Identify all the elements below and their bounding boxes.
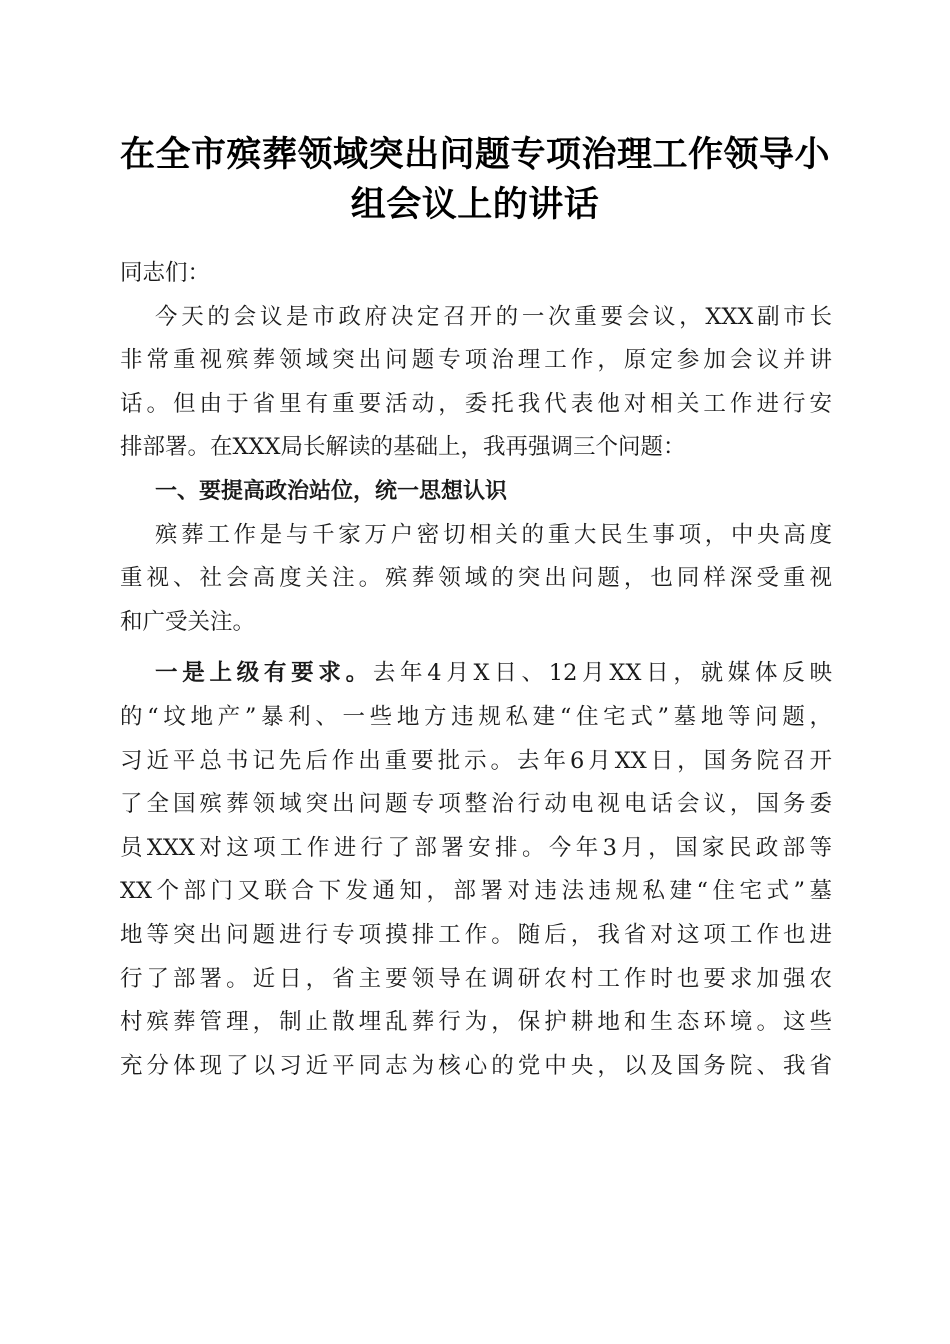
title-line-2: 组会议上的讲话: [350, 184, 600, 225]
paragraph-line: 了全国殡葬领域突出问题专项整治行动电视电话会议，国务委: [120, 791, 832, 818]
paragraph-line: 行了部署。近日，省主要领导在调研农村工作时也要求加强农: [120, 965, 832, 992]
paragraph-lead: 一是上级有要求。: [155, 660, 373, 687]
paragraph-line: 话。但由于省里有重要活动，委托我代表他对相关工作进行安: [120, 390, 832, 417]
paragraph-line: 村殡葬管理，制止散埋乱葬行为，保护耕地和生态环境。这些: [120, 1009, 832, 1036]
paragraph-text: 去年4月X日、12月XX日，就媒体反映: [372, 660, 832, 687]
salutation: 同志们：: [120, 260, 211, 286]
paragraph-line: 和广受关注。: [120, 608, 256, 635]
section-heading: 一、要提高政治站位，统一思想认识: [155, 478, 508, 504]
speech-title: [100, 130, 850, 230]
paragraph-line: 地等突出问题进行专项摸排工作。随后，我省对这项工作也进: [120, 921, 832, 948]
paragraph-line: 殡葬工作是与千家万户密切相关的重大民生事项，中央高度: [155, 521, 832, 548]
paragraph-line: 排部署。在XXX局长解读的基础上，我再强调三个问题：: [120, 434, 686, 461]
paragraph-line: 的“坟地产”暴利、一些地方违规私建“住宅式”墓地等问题，: [120, 703, 832, 730]
paragraph-line: 今天的会议是市政府决定召开的一次重要会议，XXX副市长: [155, 303, 832, 330]
paragraph-line: 习近平总书记先后作出重要批示。去年6月XX日，国务院召开: [120, 747, 832, 774]
paragraph-line: 员XXX对这项工作进行了部署安排。今年3月，国家民政部等: [120, 834, 832, 861]
speech-body: [120, 252, 832, 1088]
paragraph-line: [120, 652, 832, 696]
title-line-1: 在全市殡葬领域突出问题专项治理工作领导小: [119, 134, 830, 175]
paragraph-line: 重视、社会高度关注。殡葬领域的突出问题，也同样深受重视: [120, 565, 832, 592]
paragraph-line: 充分体现了以习近平同志为核心的党中央，以及国务院、我省: [120, 1052, 832, 1079]
paragraph-line: 非常重视殡葬领域突出问题专项治理工作，原定参加会议并讲: [120, 347, 832, 374]
paragraph-line: XX个部门又联合下发通知，部署对违法违规私建“住宅式”墓: [120, 878, 832, 905]
